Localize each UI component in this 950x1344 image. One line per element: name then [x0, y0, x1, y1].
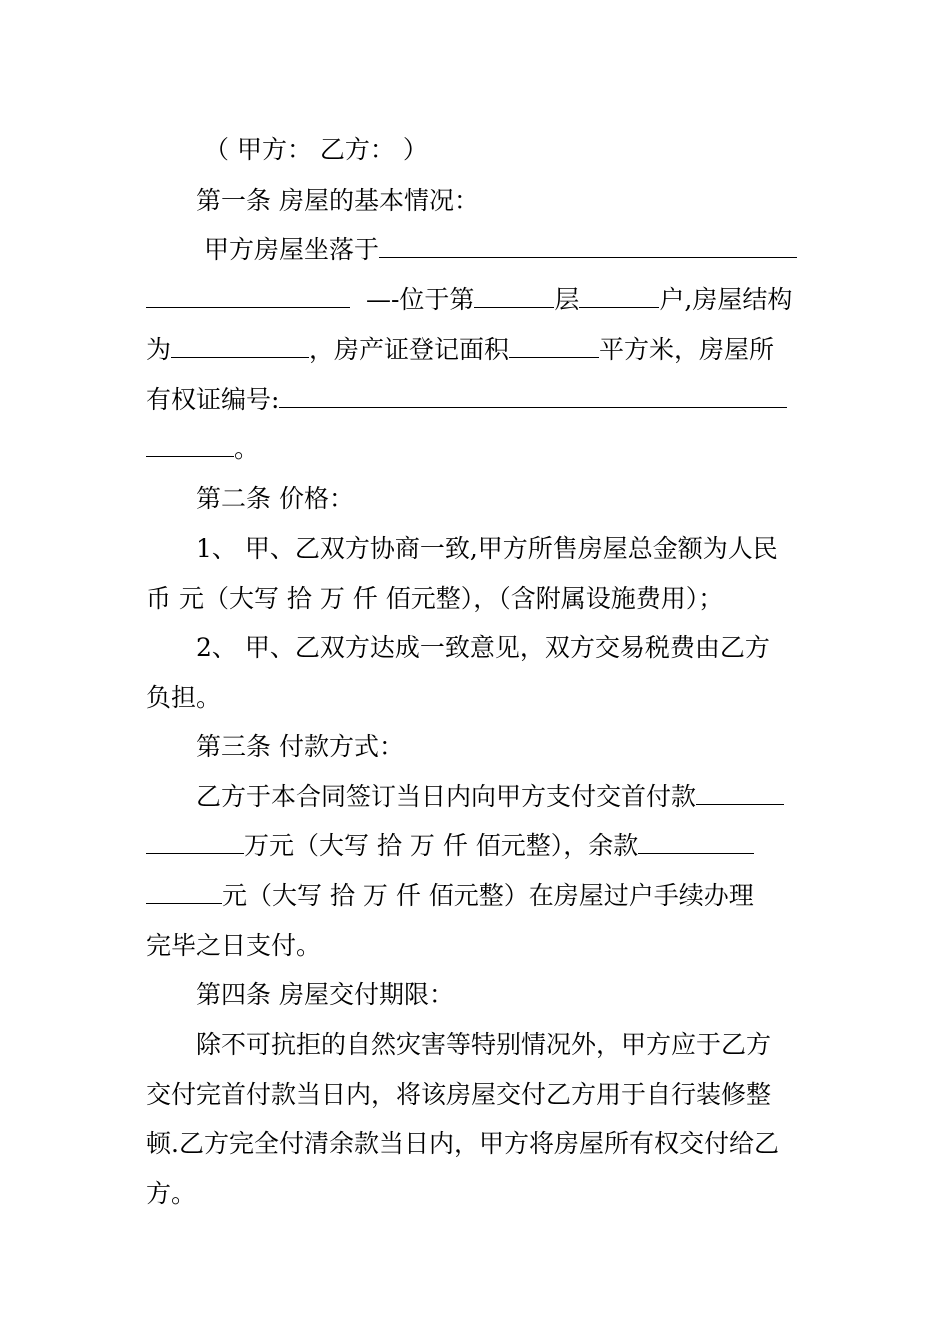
area-blank [509, 331, 599, 358]
article1-heading: 第一条 房屋的基本情况： [196, 186, 479, 215]
structure-line [146, 330, 808, 370]
delivery-line4: 方。 [146, 1179, 197, 1208]
delivery-line3: 顿.乙方完全付清余款当日内，甲方将房屋所有权交付给乙 [146, 1129, 779, 1158]
location-blank-cont [146, 281, 350, 308]
area-text: ，房产证登记面积 [309, 335, 510, 364]
location-prefix: 甲方房屋坐落于 [204, 235, 380, 264]
cert-blank [279, 381, 787, 408]
delivery-line2: 交付完首付款当日内，将该房屋交付乙方用于自行装修整 [146, 1080, 772, 1109]
structure-prefix: 为 [146, 335, 172, 364]
parties-line: （ 甲方： 乙方： ） [204, 135, 428, 164]
cert-line [146, 380, 808, 420]
structure-blank [171, 331, 309, 358]
delivery-line1: 除不可抗拒的自然灾害等特别情况外，甲方应于乙方 [196, 1030, 772, 1059]
article2-heading: 第二条 价格： [196, 484, 354, 513]
floor-line [146, 280, 808, 320]
unit-blank [579, 281, 659, 308]
article3-heading: 第三条 付款方式： [196, 732, 404, 761]
payment-line4: 完毕之日支付。 [146, 931, 322, 960]
article4-heading: 第四条 房屋交付期限： [196, 980, 454, 1009]
payment-line3-text: 元（大写 拾 万 仟 佰元整）在房屋过户手续办理 [222, 881, 754, 910]
price-item1-line2: 币 元（大写 拾 万 仟 佰元整），（含附属设施费用）； [146, 584, 724, 613]
cert-end-line [146, 429, 808, 469]
downpayment-blank [696, 778, 784, 805]
location-blank [379, 231, 797, 258]
location-line [204, 230, 808, 270]
price-item2-line1: 2、 甲、乙双方达成一致意见，双方交易税费由乙方 [196, 633, 770, 662]
cert-prefix: 有权证编号: [146, 385, 280, 414]
floor-blank [474, 281, 554, 308]
payment-line1 [196, 777, 808, 817]
end-mark: 。 [234, 434, 260, 463]
balance-blank-cont [146, 877, 222, 904]
cert-blank-cont [146, 430, 234, 457]
price-item1-line1: 1、 甲、乙双方协商一致,甲方所售房屋总金额为人民 [196, 534, 778, 563]
payment-line2-text: 万元（大写 拾 万 仟 佰元整），余款 [244, 831, 639, 860]
payment-line2 [146, 826, 808, 866]
price-item2-line2: 负担。 [146, 683, 222, 712]
floor-word: 层 [554, 285, 580, 314]
balance-blank [638, 827, 754, 854]
unit-text: 户,房屋结构 [659, 285, 793, 314]
area-unit: 平方米，房屋所 [599, 335, 775, 364]
downpayment-blank-cont [146, 827, 244, 854]
floor-mid: —-位于第 [365, 285, 475, 314]
payment-line1-text: 乙方于本合同签订当日内向甲方支付交首付款 [196, 782, 697, 811]
payment-line3 [146, 876, 808, 916]
